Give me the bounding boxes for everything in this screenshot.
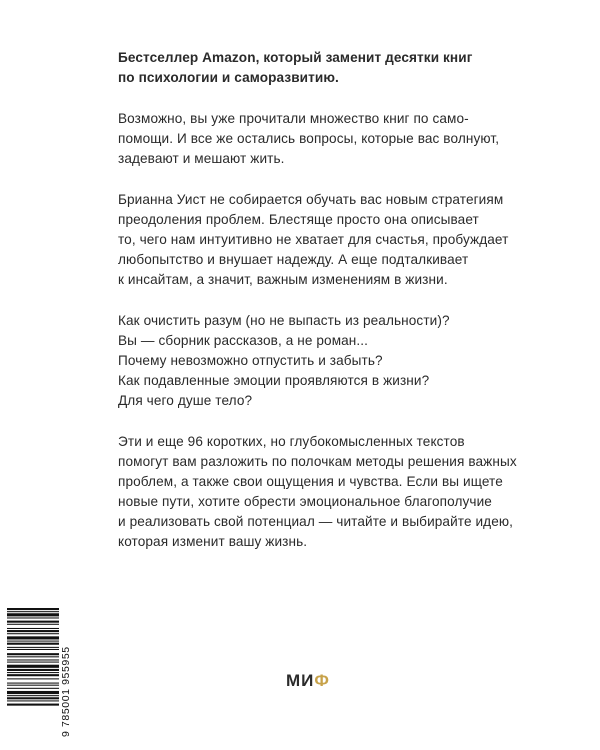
barcode-bar (7, 630, 59, 632)
barcode-bar (7, 621, 59, 623)
text-line: любопытство и внушает надежду. А еще подталкивает (118, 252, 469, 267)
barcode-bar (7, 704, 59, 706)
barcode-bar (7, 665, 59, 668)
paragraph-intro (118, 109, 538, 169)
barcode-bar (7, 700, 59, 701)
barcode-bar (7, 659, 59, 660)
paragraph-closing (118, 432, 538, 552)
isbn-barcode (5, 605, 81, 740)
text-line: Брианна Уист не собирается обучать вас новым стратегиям (118, 192, 504, 207)
text-line: к инсайтам, а значит, важным изменениям в жизни. (118, 272, 448, 287)
headline (118, 48, 538, 88)
barcode-bar (7, 649, 59, 650)
barcode-bar (7, 608, 59, 610)
barcode-graphic (5, 605, 81, 740)
text-line: и реализовать свой потенциал — читайте и выбирайте идею, (118, 514, 514, 529)
text-line: помощи. И все же остались вопросы, которые вас волнуют, (118, 131, 500, 146)
barcode-number: 9 785001 955955 (60, 646, 72, 737)
barcode-bar (7, 662, 59, 663)
barcode-bar (7, 688, 59, 689)
paragraph-questions (118, 311, 538, 411)
barcode-bar (7, 678, 59, 679)
barcode-bar (7, 697, 59, 699)
barcode-bar (7, 643, 59, 645)
logo-prefix: МИ (286, 671, 315, 690)
barcode-bar (7, 691, 59, 694)
question-line: Почему невозможно отпустить и забыть? (118, 353, 383, 368)
text-line: задевают и мешают жить. (118, 151, 285, 166)
headline-line: Бестселлер Amazon, который заменит десятки книг (118, 50, 473, 65)
barcode-bar (7, 628, 59, 629)
text-line: новые пути, хотите обрести эмоциональное благополучие (118, 494, 492, 509)
text-line: помогут вам разложить по полочкам методы решения важных (118, 454, 517, 469)
barcode-bar (7, 617, 59, 618)
barcode-bar (7, 674, 59, 676)
headline-line: по психологии и саморазвитию. (118, 70, 339, 85)
barcode-bar (7, 656, 59, 657)
barcode-bar (7, 683, 59, 684)
publisher-logo (286, 671, 330, 691)
barcode-bar (7, 695, 59, 696)
question-line: Вы — сборник рассказов, а не роман... (118, 333, 369, 348)
barcode-bar (7, 685, 59, 686)
barcode-bar (7, 636, 59, 639)
barcode-bar (7, 641, 59, 642)
question-line: Как подавленные эмоции проявляются в жизни? (118, 373, 430, 388)
barcode-bar (7, 647, 59, 648)
barcode-bar (7, 613, 59, 616)
question-line: Как очистить разум (но не выпасть из реальности)? (118, 313, 450, 328)
question-line: Для чего душе тело? (118, 393, 253, 408)
barcode-bar (7, 653, 59, 655)
text-line: Возможно, вы уже прочитали множество книг по само- (118, 111, 469, 126)
cover-text (118, 48, 538, 573)
barcode-bar (7, 669, 59, 671)
text-line: проблем, а также свои ощущения и чувства. Если вы ищете (118, 474, 503, 489)
text-line: которая изменит вашу жизнь. (118, 534, 308, 549)
paragraph-author (118, 190, 538, 290)
text-line: преодоления проблем. Блестяще просто она описывает (118, 212, 479, 227)
barcode-bar (7, 624, 59, 625)
barcode-bar (7, 672, 59, 673)
logo-suffix: Ф (314, 671, 330, 690)
text-line: то, чего нам интуитивно не хватает для счастья, пробуждает (118, 232, 509, 247)
text-line: Эти и еще 96 коротких, но глубокомысленных текстов (118, 434, 465, 449)
barcode-bar (7, 611, 59, 612)
barcode-bar (7, 633, 59, 634)
